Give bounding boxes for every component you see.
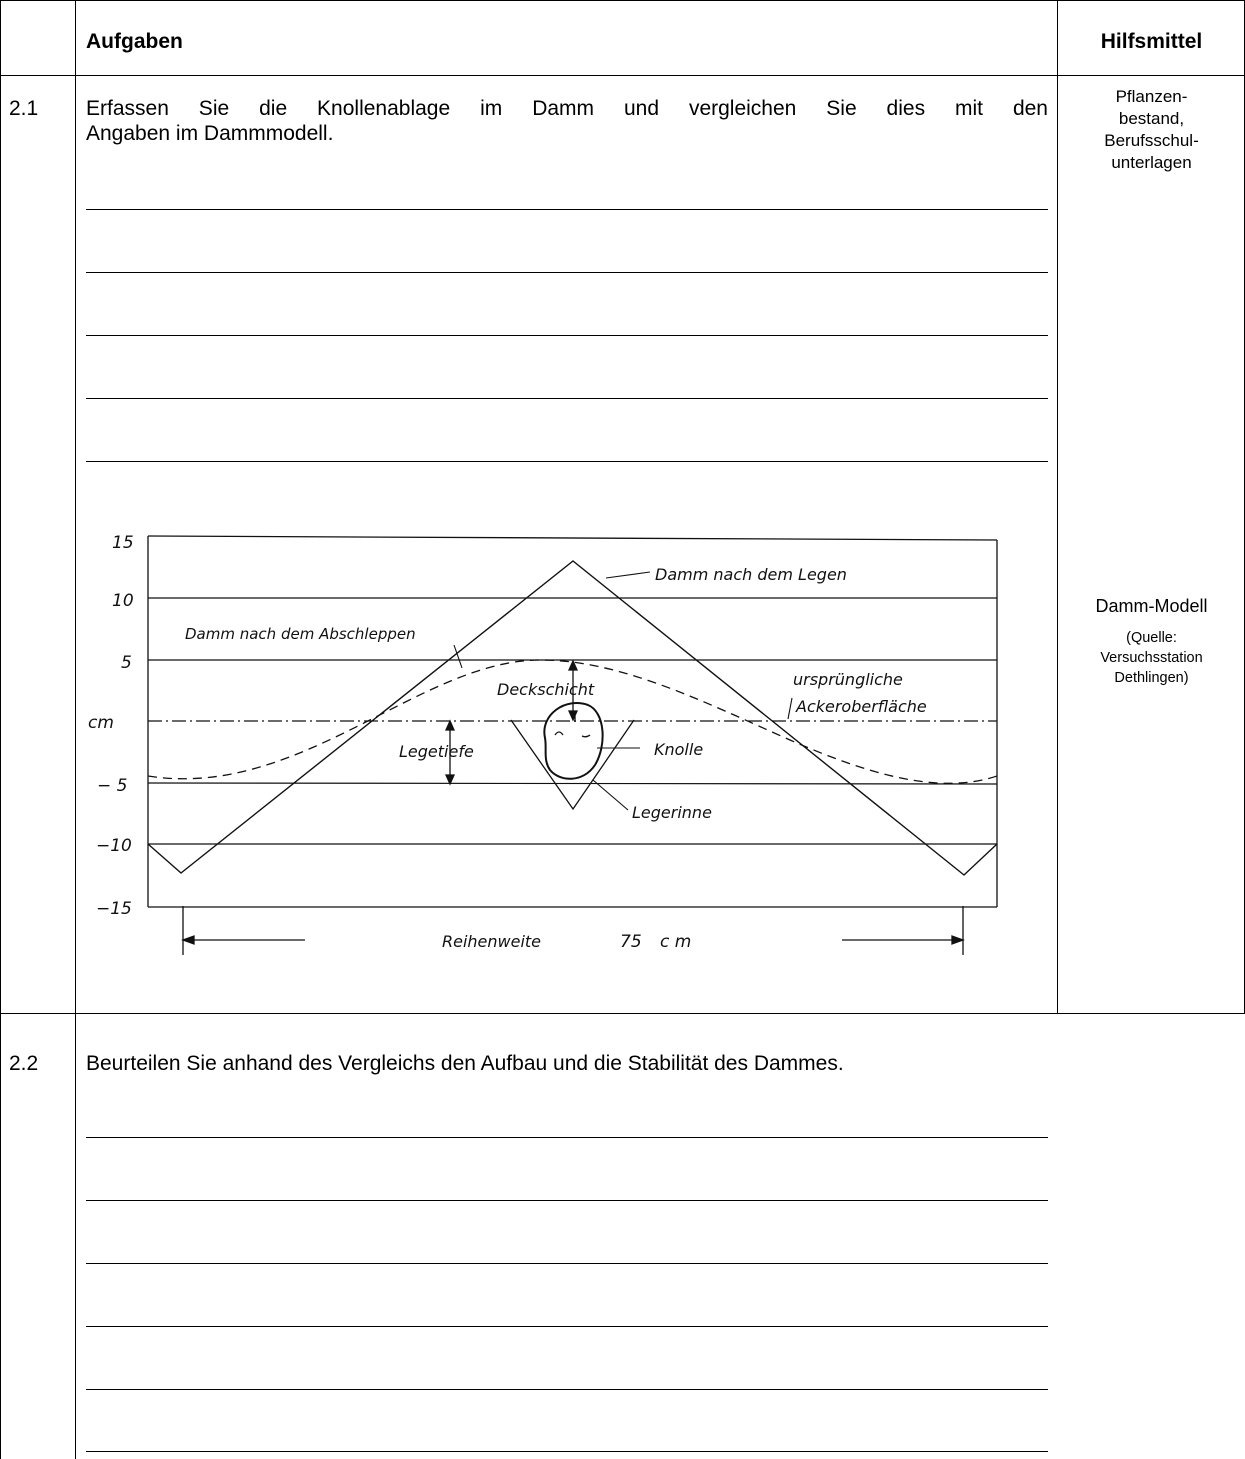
answer-line[interactable]	[86, 1389, 1048, 1390]
label-reihenweite-value: 75	[620, 932, 642, 952]
y-axis-ticks	[88, 533, 134, 919]
header-aids: Hilfsmittel	[1100, 30, 1203, 53]
y-tick-label: 15	[112, 533, 134, 553]
y-tick-label: −10	[96, 836, 132, 856]
task-text-2-1-line1: Erfassen Sie die Knollenablage im Damm und vergleichen Sie dies mit den	[86, 97, 1048, 120]
label-damm-nach-legen: Damm nach dem Legen	[655, 565, 847, 584]
label-reihenweite: Reihenweite	[442, 932, 542, 951]
answer-line[interactable]	[86, 1200, 1048, 1201]
aids-source-line: Dethlingen)	[1114, 670, 1189, 686]
answer-line[interactable]	[86, 1263, 1048, 1264]
aids-source-line: (Quelle:	[1126, 630, 1177, 646]
legerinne-shape	[511, 720, 634, 809]
label-urspruengliche: ursprüngliche	[793, 670, 903, 689]
y-axis-unit: cm	[88, 713, 114, 733]
aids-2-1-line: bestand,	[1118, 109, 1185, 128]
label-ackeroberflaeche: Ackeroberfläche	[796, 697, 927, 716]
answer-line[interactable]	[86, 1451, 1048, 1452]
aids-source-line: Versuchsstation	[1100, 650, 1203, 666]
y-tick-label: 5	[121, 653, 132, 673]
label-damm-abschleppen: Damm nach dem Abschleppen	[185, 625, 416, 643]
aids-2-1-line: Berufsschul-	[1104, 131, 1199, 150]
label-knolle: Knolle	[654, 740, 704, 759]
header-tasks: Aufgaben	[86, 30, 183, 53]
y-tick-label: −15	[96, 899, 132, 919]
answer-line[interactable]	[86, 1326, 1048, 1327]
aids-2-1-line: unterlagen	[1111, 153, 1192, 172]
label-deckschicht: Deckschicht	[497, 680, 595, 699]
y-tick-label: − 5	[97, 776, 128, 796]
answer-line[interactable]	[86, 1137, 1048, 1138]
task-number-2-1: 2.1	[9, 97, 39, 120]
label-legerinne: Legerinne	[632, 803, 712, 822]
y-tick-label: 10	[112, 591, 134, 611]
task-text-2-1-line2: Angaben im Dammmodell.	[86, 122, 334, 145]
row-divider	[0, 1013, 1245, 1014]
aids-2-1-line: Pflanzen-	[1115, 87, 1188, 106]
task-number-2-2: 2.2	[9, 1052, 39, 1075]
aids-damm-modell: Damm-Modell	[1095, 596, 1208, 616]
task-text-2-2: Beurteilen Sie anhand des Vergleichs den Aufbau und die Stabilität des Dammes.	[86, 1052, 844, 1075]
label-legetiefe: Legetiefe	[399, 742, 474, 761]
label-reihenweite-unit: c m	[660, 932, 692, 952]
